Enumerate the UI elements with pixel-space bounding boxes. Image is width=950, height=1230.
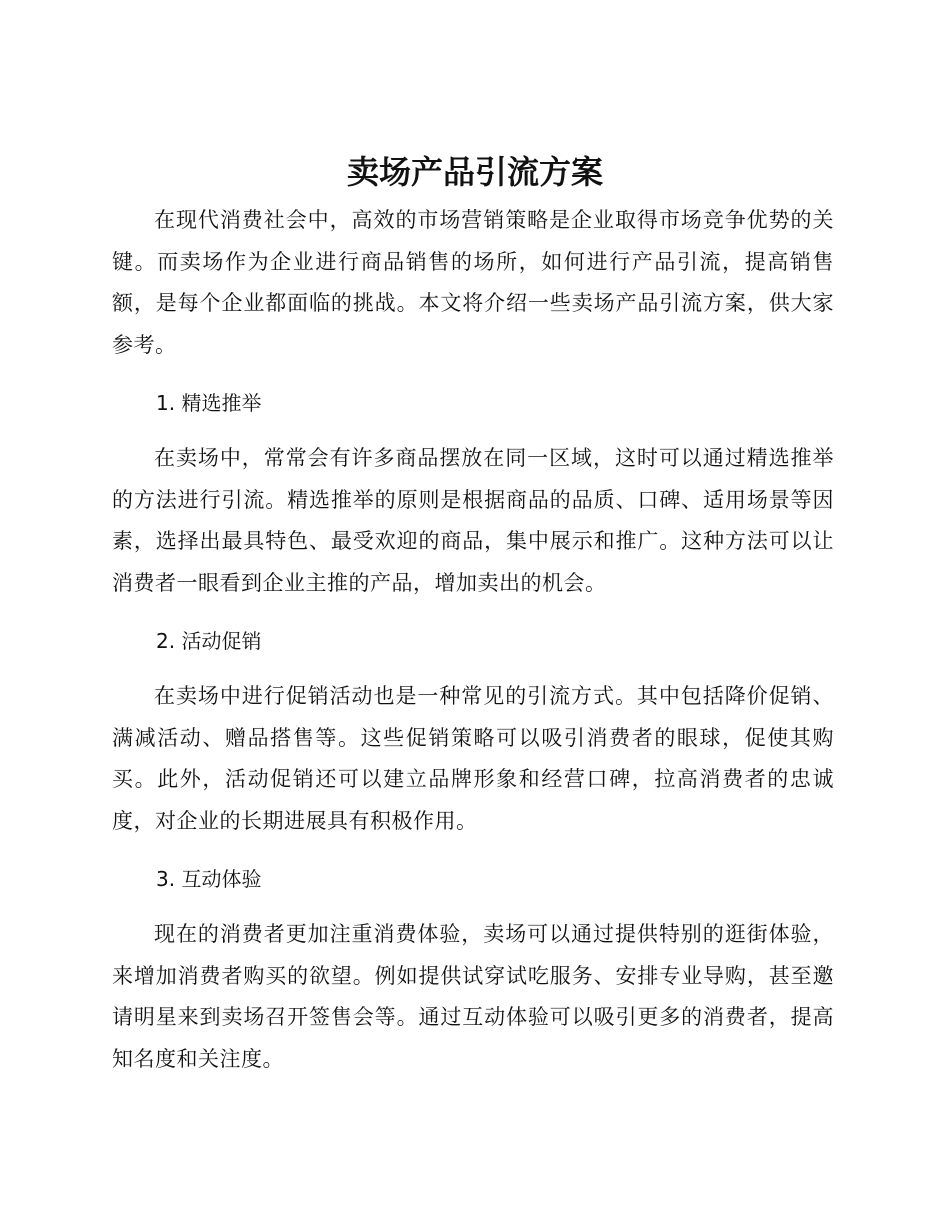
intro-paragraph: 在现代消费社会中，高效的市场营销策略是企业取得市场竞争优势的关键。而卖场作为企业进行商品销售的场所，如何进行产品引流，提高销售额，是每个企业都面临的挑战。本文将介绍一些卖场产品引流方案，供大家参考。 [112,208,834,357]
section-paragraph-3: 现在的消费者更加注重消费体验，卖场可以通过提供特别的逛街体验，来增加消费者购买的欲望。例如提供试穿试吃服务、安排专业导购，甚至邀请明星来到卖场召开签售会等。通过互动体验可以吸引更多的消费者，提高知名度和关注度。 [112,922,834,1071]
section-heading-2: 2. 活动促销 [156,629,262,653]
document-body [112,200,834,1080]
section-heading-1: 1. 精选推举 [156,391,262,415]
section-heading-3: 3. 互动体验 [156,867,262,891]
document-title: 卖场产品引流方案 [346,153,603,191]
section-paragraph-1: 在卖场中，常常会有许多商品摆放在同一区域，这时可以通过精选推举的方法进行引流。精选推举的原则是根据商品的品质、口碑、适用场景等因素，选择出最具特色、最受欢迎的商品，集中展示和推广。这种方法可以让消费者一眼看到企业主推的产品，增加卖出的机会。 [112,446,834,595]
section-paragraph-2: 在卖场中进行促销活动也是一种常见的引流方式。其中包括降价促销、满减活动、赠品搭售等。这些促销策略可以吸引消费者的眼球，促使其购买。此外，活动促销还可以建立品牌形象和经营口碑，拉高消费者的忠诚度，对企业的长期进展具有积极作用。 [112,684,834,833]
